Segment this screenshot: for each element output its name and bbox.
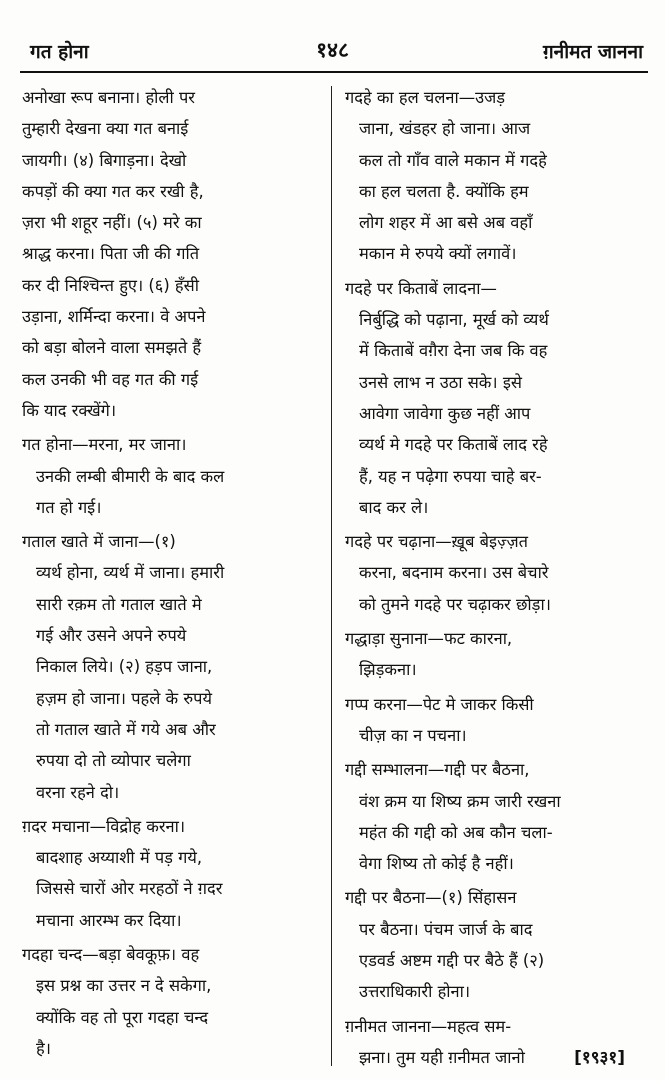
entry-line: का हल चलता है. क्योंकि हम: [359, 181, 529, 201]
entry-line: वेगा शिष्य तो कोई है नहीं।: [359, 854, 514, 874]
dictionary-entry: [22, 82, 316, 426]
entry-line: एडवर्ड अष्टम गद्दी पर बैठे हैं (२): [359, 951, 545, 971]
dictionary-entry: [345, 82, 635, 270]
entry-headline: ग़नीमत जानना—महत्व सम-: [345, 1016, 512, 1036]
entry-line: चीज़ का न पचना।: [359, 725, 467, 745]
dictionary-entry: [22, 526, 316, 808]
entry-line: तो गताल खाते में गये अब और: [36, 719, 216, 739]
entry-line: जाना, खंडहर हो जाना। आज: [359, 119, 531, 139]
entry-line: को तुमने गदहे पर चढ़ाकर छोड़ा।: [359, 594, 551, 614]
entry-line: महंत की गद्दी को अब कौन चला-: [359, 822, 553, 842]
entry-line: उत्तराधिकारी होना।: [359, 982, 471, 1002]
entry-line: क्योंकि वह तो पूरा गदहा चन्द: [36, 1007, 209, 1027]
entry-line: मचाना आरम्भ कर दिया।: [36, 910, 182, 930]
dictionary-entry: [345, 689, 635, 752]
entry-line: तुम्हारी देखना क्या गत बनाई: [22, 119, 189, 139]
entry-headline: गदहे का हल चलना—उजड़: [345, 88, 506, 107]
entry-line: कर दी निश्चिन्त हुए। (६) हँसी: [22, 275, 199, 295]
entry-headline: ग़दर मचाना—विद्रोह करना।: [22, 816, 186, 836]
entry-line: वंश क्रम या शिष्य क्रम जारी रखना: [359, 791, 561, 811]
running-head-left: गत होना: [30, 41, 89, 63]
entry-line: करना, बदनाम करना। उस बेचारे: [359, 563, 549, 583]
entry-line: कल उनकी भी वह गत की गई: [22, 369, 199, 389]
entry-line: अनोखा रूप बनाना। होली पर: [22, 88, 195, 107]
entry-line: पर बैठना। पंचम जार्ज के बाद: [359, 919, 533, 939]
entry-line: बाद कर ले।: [359, 497, 429, 517]
entry-line: उनकी लम्बी बीमारी के बाद कल: [36, 466, 225, 486]
entry-line: इस प्रश्न का उत्तर न दे सकेगा,: [36, 976, 212, 996]
entry-line: कल तो गाँव वाले मकान में गदहे: [359, 150, 547, 170]
entry-line: में किताबें वग़ैरा देना जब कि वह: [359, 341, 548, 361]
entry-headline: गद्दी पर बैठना—(१) सिंहासन: [345, 888, 517, 908]
header-rule: [20, 71, 648, 73]
entry-line: श्राद्ध करना। पिता जी की गति: [22, 244, 200, 264]
right-column: [345, 82, 635, 1076]
page-number: १४८: [316, 38, 349, 62]
entry-headline: गद्धाड़ा सुनाना—फट कारना,: [345, 629, 513, 649]
entry-line: ज़रा भी शहूर नहीं। (५) मरे का: [22, 213, 202, 233]
entry-line: वरना रहने दो।: [36, 782, 120, 802]
entry-headline: गप्प करना—पेट मे जाकर किसी: [345, 694, 534, 714]
entry-line: जिससे चारों ओर मरहठों ने ग़दर: [36, 879, 223, 899]
entry-line: सारी रक़म तो गताल खाते मे: [36, 594, 202, 614]
dictionary-entry: [22, 811, 316, 936]
entry-line: रुपया दो तो व्योपार चलेगा: [36, 751, 191, 771]
left-column: [22, 82, 316, 1067]
entry-line: झिड़कना।: [359, 660, 417, 680]
entry-line: व्यर्थ होना, व्यर्थ में जाना। हमारी: [36, 563, 225, 583]
entry-line: जायगी। (४) बिगाड़ना। देखो: [22, 150, 187, 170]
entry-headline: गत होना—मरना, मर जाना।: [22, 435, 187, 455]
entry-line: झना। तुम यही ग़नीमत जानो: [359, 1047, 525, 1067]
dictionary-entry: [345, 526, 635, 620]
entry-headline: गदहे पर चढ़ाना—ख़ूब बेइज़्ज़त: [345, 532, 528, 552]
dictionary-entry: [22, 939, 316, 1064]
entry-line: व्यर्थ मे गदहे पर किताबें लाद रहे: [359, 435, 548, 455]
entry-line: गई और उसने अपने रुपये: [36, 626, 187, 646]
entry-headline: गदहे पर किताबें लादना—: [345, 278, 497, 298]
entry-headline: गद्दी सम्भालना—गद्दी पर बैठना,: [345, 760, 530, 780]
entry-line: निकाल लिये। (२) हड़प जाना,: [36, 657, 213, 677]
entry-line: उड़ाना, शर्मिन्दा करना। वे अपने: [22, 307, 206, 327]
entry-line: कि याद रक्खेंगे।: [22, 400, 117, 420]
entry-headline: गदहा चन्द—बड़ा बेवकूफ़। वह: [22, 945, 200, 965]
entry-line: कपड़ों की क्या गत कर रखी है,: [22, 181, 204, 201]
dictionary-entry: [345, 273, 635, 523]
entry-line: गत हो गई।: [36, 497, 102, 517]
entry-line: को बड़ा बोलने वाला समझते हैं: [22, 338, 202, 358]
entry-line: हैं, यह न पढ़ेगा रुपया चाहे बर-: [359, 466, 542, 486]
dictionary-entry: [345, 882, 635, 1007]
running-head-right: ग़नीमत जानना: [542, 41, 643, 63]
entry-line: हज़म हो जाना। पहले के रुपये: [36, 688, 212, 708]
entry-line: बादशाह अय्याशी में पड़ गये,: [36, 848, 203, 868]
dictionary-entry: [345, 623, 635, 686]
page-header: [0, 0, 665, 74]
entry-headline: गताल खाते में जाना—(१): [22, 532, 176, 552]
entry-line: निर्बुद्धि को पढ़ाना, मूर्ख को व्यर्थ: [359, 310, 549, 330]
dictionary-entry: [22, 429, 316, 523]
entry-line: आवेगा जावेगा कुछ नहीं आप: [359, 403, 531, 423]
entry-line: मकान मे रुपये क्यों लगावें।: [359, 244, 517, 264]
entry-line: उनसे लाभ न उठा सके। इसे: [359, 372, 522, 392]
column-divider: [331, 86, 332, 1066]
entry-line: है।: [36, 1038, 51, 1058]
entry-line: लोग शहर में आ बसे अब वहाँ: [359, 213, 533, 233]
dictionary-entry: [345, 754, 635, 879]
page-code: [१९३१]: [574, 1048, 625, 1068]
